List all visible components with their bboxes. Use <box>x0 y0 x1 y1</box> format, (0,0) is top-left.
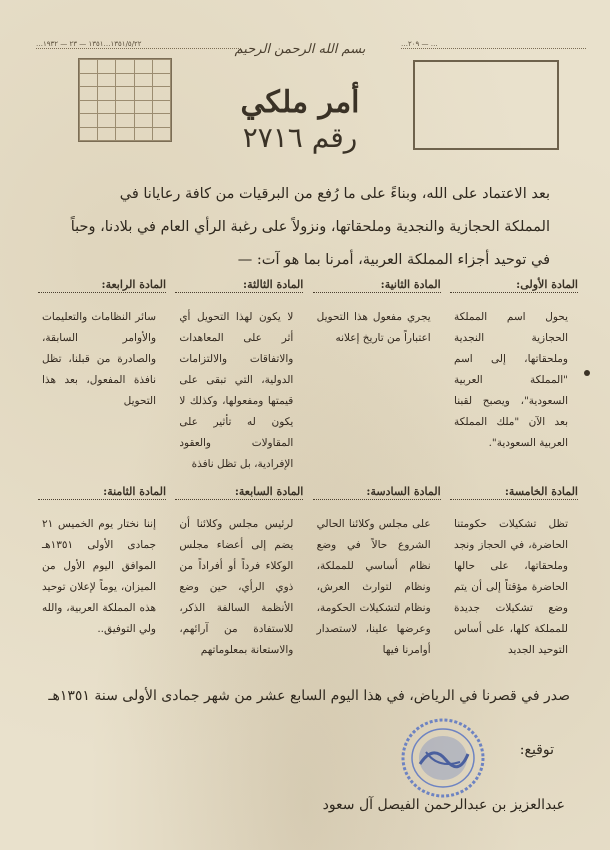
article-4 <box>38 278 166 475</box>
article-title: المادة الخامسة: <box>450 485 578 500</box>
article-body: تظل تشكيلات حكومتنا الحاضرة، في الحجاز ونجد وملحقاتها، على حالها الحاضرة مؤقتاً إلى أن يتم وضع تشكيلات جديدة للمملكة كلها، على أساس التوحيد الجديد <box>454 518 568 656</box>
article-body: سائر النظامات والتعليمات والأوامر السابقة، والصادرة من قبلنا، تظل نافذة المفعول، بعد هذا التحويل <box>42 311 157 407</box>
article-title: المادة الثانية: <box>313 278 441 293</box>
article-title: المادة الرابعة: <box>38 278 166 293</box>
article-5 <box>450 485 578 661</box>
article-body: على مجلس وكلائنا الحالي الشروع حالاً في وضع نظام أساسي للمملكة، ونظام لتوارث العرش، ونظام لتشكيلات الحكومة، وعرضها علينا، لاستصدار أوامرنا فيها <box>316 518 431 656</box>
reference-line-right: …٢٠٩ — … <box>401 40 586 49</box>
article-body: لا يكون لهذا التحويل أي أثر على المعاهدات والاتفاقات والالتزامات الدولية، التي تبقى على قيمتها ومفعولها، وكذلك لا يكون له تأثير على المقاولات والعقود الإفرادية، بل تظل نافذة <box>179 311 294 470</box>
basmala: بسم الله الرحمن الرحيم <box>234 42 366 57</box>
article-body: يجري مفعول هذا التحويل اعتباراً من تاريخ إعلانه <box>316 311 431 344</box>
article-body: يحول اسم المملكة الحجازية النجدية وملحقاتها، إلى اسم "المملكة العربية السعودية"، ويصبح لقبنا بعد الآن "ملك المملكة العربية السعودية". <box>454 311 568 449</box>
article-2 <box>313 278 441 475</box>
article-body: إننا نختار يوم الخميس ٢١ جمادى الأولى ١٣٥١هـ الموافق اليوم الأول من الميزان، يوماً لإعلان توحيد هذه المملكة العربية، والله ولي التوفيق.. <box>42 518 157 635</box>
signatory-name: عبدالعزيز بن عبدالرحمن الفيصل آل سعود <box>322 797 565 813</box>
article-7 <box>175 485 303 661</box>
article-8 <box>38 485 166 661</box>
articles-row-1 <box>38 278 578 475</box>
article-title: المادة الثامنة: <box>38 485 166 500</box>
article-6 <box>313 485 441 661</box>
article-body: لرئيس مجلس وكلائنا أن يضم إلى أعضاء مجلس الوكلاء فرداً أو أفراداً من ذوي الرأي، حين وضع الأنظمة السالفة الذكر، للاستفادة من آرائهم، والاستعانة بمعلوماتهم <box>179 518 294 656</box>
reference-line-left: …١٣٥١/٥/٢٢…١٣٥١ — ٢٣ — ١٩٣٢ <box>36 40 241 49</box>
article-title: المادة الأولى: <box>450 278 578 293</box>
decree-number: رقم ٢٧١٦ <box>242 121 358 154</box>
article-3 <box>175 278 303 475</box>
article-title: المادة السابعة: <box>175 485 303 500</box>
register-grid <box>78 58 172 142</box>
article-title: المادة الثالثة: <box>175 278 303 293</box>
margin-dot <box>584 370 590 376</box>
issuance-statement: صدر في قصرنا في الرياض، في هذا اليوم السابع عشر من شهر جمادى الأولى سنة ١٣٥١هـ <box>48 688 570 704</box>
decree-title: أمر ملكي <box>240 85 360 120</box>
articles-row-2 <box>38 485 578 661</box>
registry-stamp-box <box>413 60 559 150</box>
decree-preamble: بعد الاعتماد على الله، وبناءً على ما رُفع من البرقيات من كافة رعايانا في المملكة الحجازية والنجدية وملحقاتها، ونزولاً على رغبة الرأي العام في بلادنا، وحباً في توحيد أجزاء المملكة العربية، أمرنا بما هو آت: — <box>70 186 550 268</box>
signature-label: توقيع: <box>519 742 554 758</box>
article-title: المادة السادسة: <box>313 485 441 500</box>
royal-seal-icon <box>398 714 488 802</box>
article-1 <box>450 278 578 475</box>
